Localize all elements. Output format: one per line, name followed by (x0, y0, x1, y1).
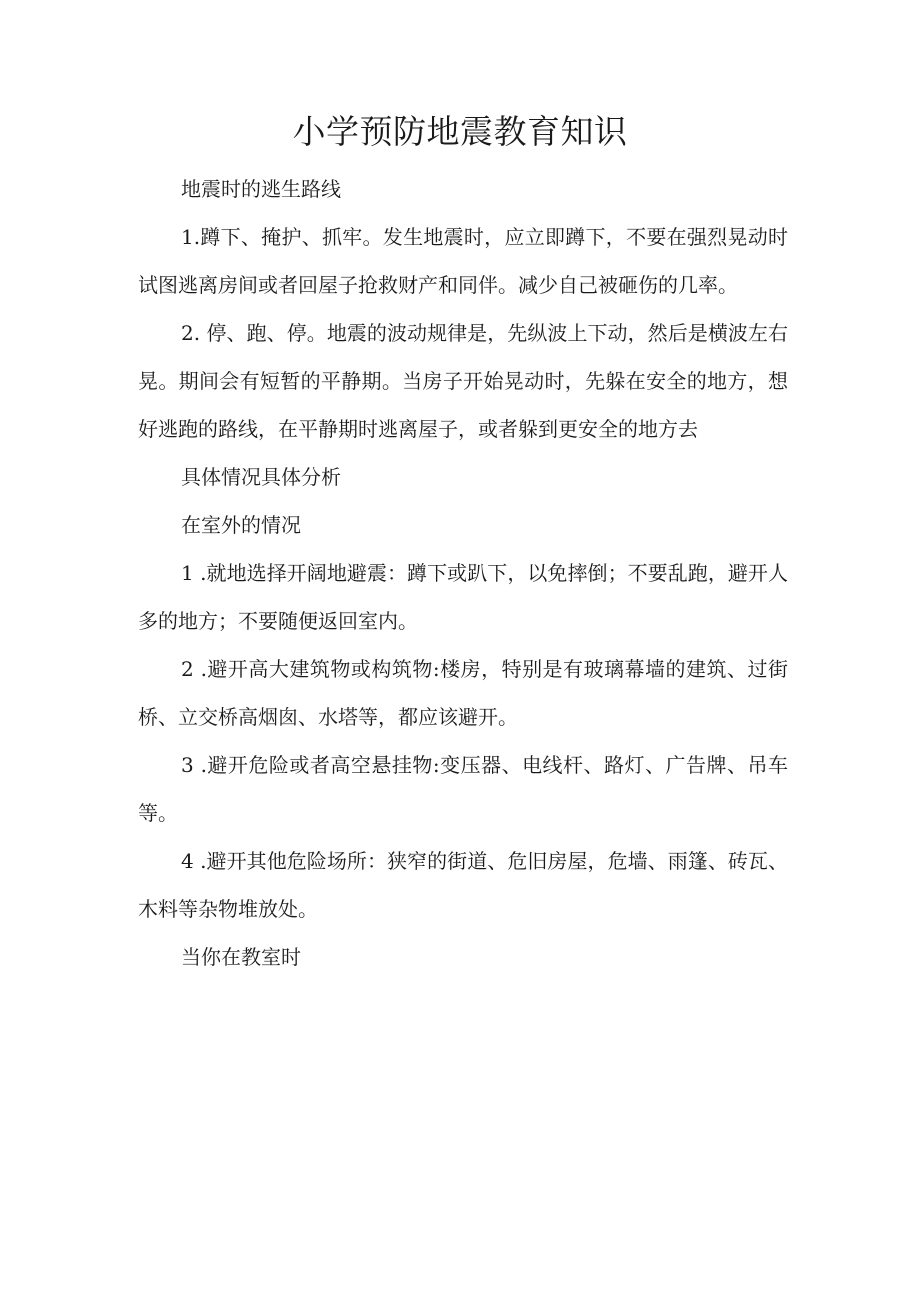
paragraph-classroom-heading: 当你在教室时 (181, 945, 301, 969)
paragraph-outdoor-4: 4 .避开其他危险场所：狭窄的街道、危旧房屋，危墙、雨篷、砖瓦、木料等杂物堆放处。 (138, 849, 788, 921)
paragraph-outdoor-heading: 在室外的情况 (181, 513, 301, 537)
paragraph-escape-route-heading: 地震时的逃生路线 (181, 177, 341, 201)
document-body (138, 165, 788, 981)
paragraph-step-1: 1.蹲下、掩护、抓牢。发生地震时，应立即蹲下，不要在强烈晃动时试图逃离房间或者回屋子抢救财产和同伴。减少自己被砸伤的几率。 (138, 225, 788, 297)
paragraph-outdoor-3: 3 .避开危险或者高空悬挂物:变压器、电线杆、路灯、广告牌、吊车等。 (138, 753, 788, 825)
paragraph-outdoor-1: 1 .就地选择开阔地避震：蹲下或趴下，以免摔倒；不要乱跑，避开人多的地方；不要随便返回室内。 (138, 561, 788, 633)
paragraph-step-2: 2. 停、跑、停。地震的波动规律是，先纵波上下动，然后是横波左右晃。期间会有短暂的平静期。当房子开始晃动时，先躲在安全的地方，想好逃跑的路线，在平静期时逃离屋子，或者躲到更安全的地方去 (138, 321, 788, 441)
document-title: 小学预防地震教育知识 (292, 112, 628, 151)
paragraph-case-analysis-heading: 具体情况具体分析 (181, 465, 341, 489)
paragraph-outdoor-2: 2 .避开高大建筑物或构筑物:楼房，特别是有玻璃幕墙的建筑、过街桥、立交桥高烟囱、水塔等，都应该避开。 (138, 657, 788, 729)
